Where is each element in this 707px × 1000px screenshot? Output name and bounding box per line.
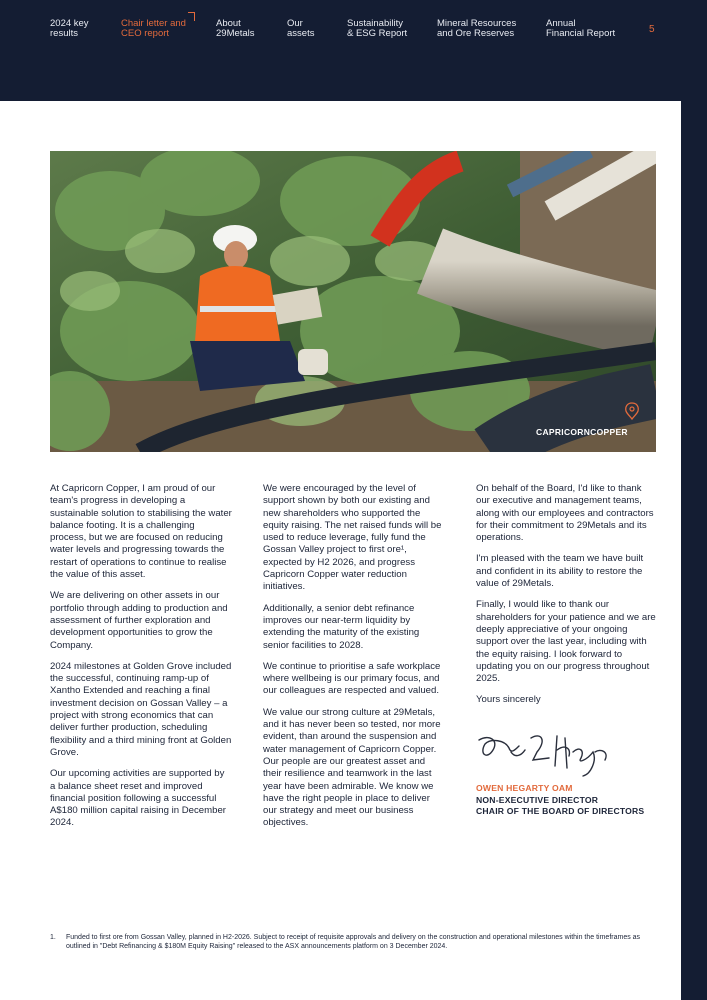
right-sidebar-band [681, 101, 707, 1000]
footnote-number: 1. [50, 934, 56, 941]
paragraph: I'm pleased with the team we have built and confident in its ability to restore the value of 29Metals. [476, 553, 644, 590]
nav-chair-letter-ceo-report[interactable]: Chair letter and CEO report [121, 18, 186, 39]
nav-about-29metals[interactable]: About 29Metals [216, 18, 255, 39]
nav-annual-financial-report[interactable]: Annual Financial Report [546, 18, 616, 39]
signatory-title-line-2: CHAIR OF THE BOARD OF DIRECTORS [476, 806, 645, 816]
text-column-2 [263, 483, 445, 839]
footnote-text: Funded to first ore from Gossan Valley, planned in H2-2026. Subject to receipt of requisite approvals and delivery on the construction and operational milestones within the timeframes as outlined in "Debt Refinancing & $180M Equity Raising" released to the ASX announcements platform on 3 December 2024. [66, 934, 641, 950]
signatory-name: OWEN HEGARTY OAM [476, 783, 573, 793]
nav-2024-key-results[interactable]: 2024 key results [50, 18, 89, 39]
nav-mineral-resources[interactable]: Mineral Resources and Ore Reserves [437, 18, 517, 39]
paragraph: Yours sincerely [476, 694, 541, 706]
nav-sustainability-esg-report[interactable]: Sustainability & ESG Report [347, 18, 408, 39]
text-column-1 [50, 483, 232, 839]
paragraph: Finally, I would like to thank our shareholders for your patience and we are deeply appreciative of your ongoing support over the last year, including with the equity raising. I look forward to updating you on our progress throughout 2025. [476, 599, 656, 685]
nav-our-assets[interactable]: Our assets [287, 18, 315, 39]
paragraph: We value our strong culture at 29Metals, and it has never been so tested, nor more evident, than around the suspension and water management of Capricorn Copper. Our people are our greatest asset and their resilience and teamwork in the last year have been admirable. We know we have the right people in place to deliver our strategy and meet our business objectives. [263, 706, 441, 829]
paragraph: At Capricorn Copper, I am proud of our team's progress in developing a sustainable solution to stabilising the water balance footing. It is a challenging process, but we are focused on reducing water levels and progressing towards the restart of operations to continue to realise the value of this asset. [50, 483, 232, 581]
top-navigation [0, 0, 707, 101]
active-tab-marker [188, 12, 195, 21]
photo-brand-label: CAPRICORNCOPPER [536, 427, 628, 437]
paragraph: 2024 milestones at Golden Grove included the successful, continuing ramp-up of Xantho Extended and reaching a final investment decision on Gossan Valley – a project with strong economics that can deliver further production, scheduling flexibility and a third mining front at Golden Grove. [50, 660, 232, 758]
paragraph: On behalf of the Board, I'd like to thank our executive and management teams, along with our employees and contractors for their commitment to 29Metals and its operations. [476, 483, 654, 544]
signatory-title-line-1: NON-EXECUTIVE DIRECTOR [476, 795, 599, 805]
handwritten-signature [475, 730, 635, 780]
field-worker-photo [50, 151, 656, 452]
paragraph: We are delivering on other assets in our portfolio through adding to production and assessment of further exploration and development opportunities to grow the Company. [50, 590, 228, 651]
paragraph: We were encouraged by the level of support shown by both our existing and new shareholders who supported the equity raising. The net raised funds will be used to reduce leverage, fully fund the Gossan Valley project to first ore¹, expected by H2 2026, and progress Capricorn Copper water reduction initiatives. [263, 483, 442, 593]
paragraph: We continue to prioritise a safe workplace where wellbeing is our primary focus, and our colleagues are respected and valued. [263, 660, 441, 697]
capricorn-copper-logo-icon [624, 402, 640, 425]
paragraph: Our upcoming activities are supported by a balance sheet reset and improved financial position following a successful A$180 million capital raising in December 2024. [50, 768, 226, 829]
page-number: 5 [649, 24, 655, 35]
paragraph: Additionally, a senior debt refinance improves our near-term liquidity by extending the maturity of the existing senior facilities to 2028. [263, 602, 420, 651]
text-column-3 [476, 483, 658, 716]
signatory-title [476, 795, 644, 817]
